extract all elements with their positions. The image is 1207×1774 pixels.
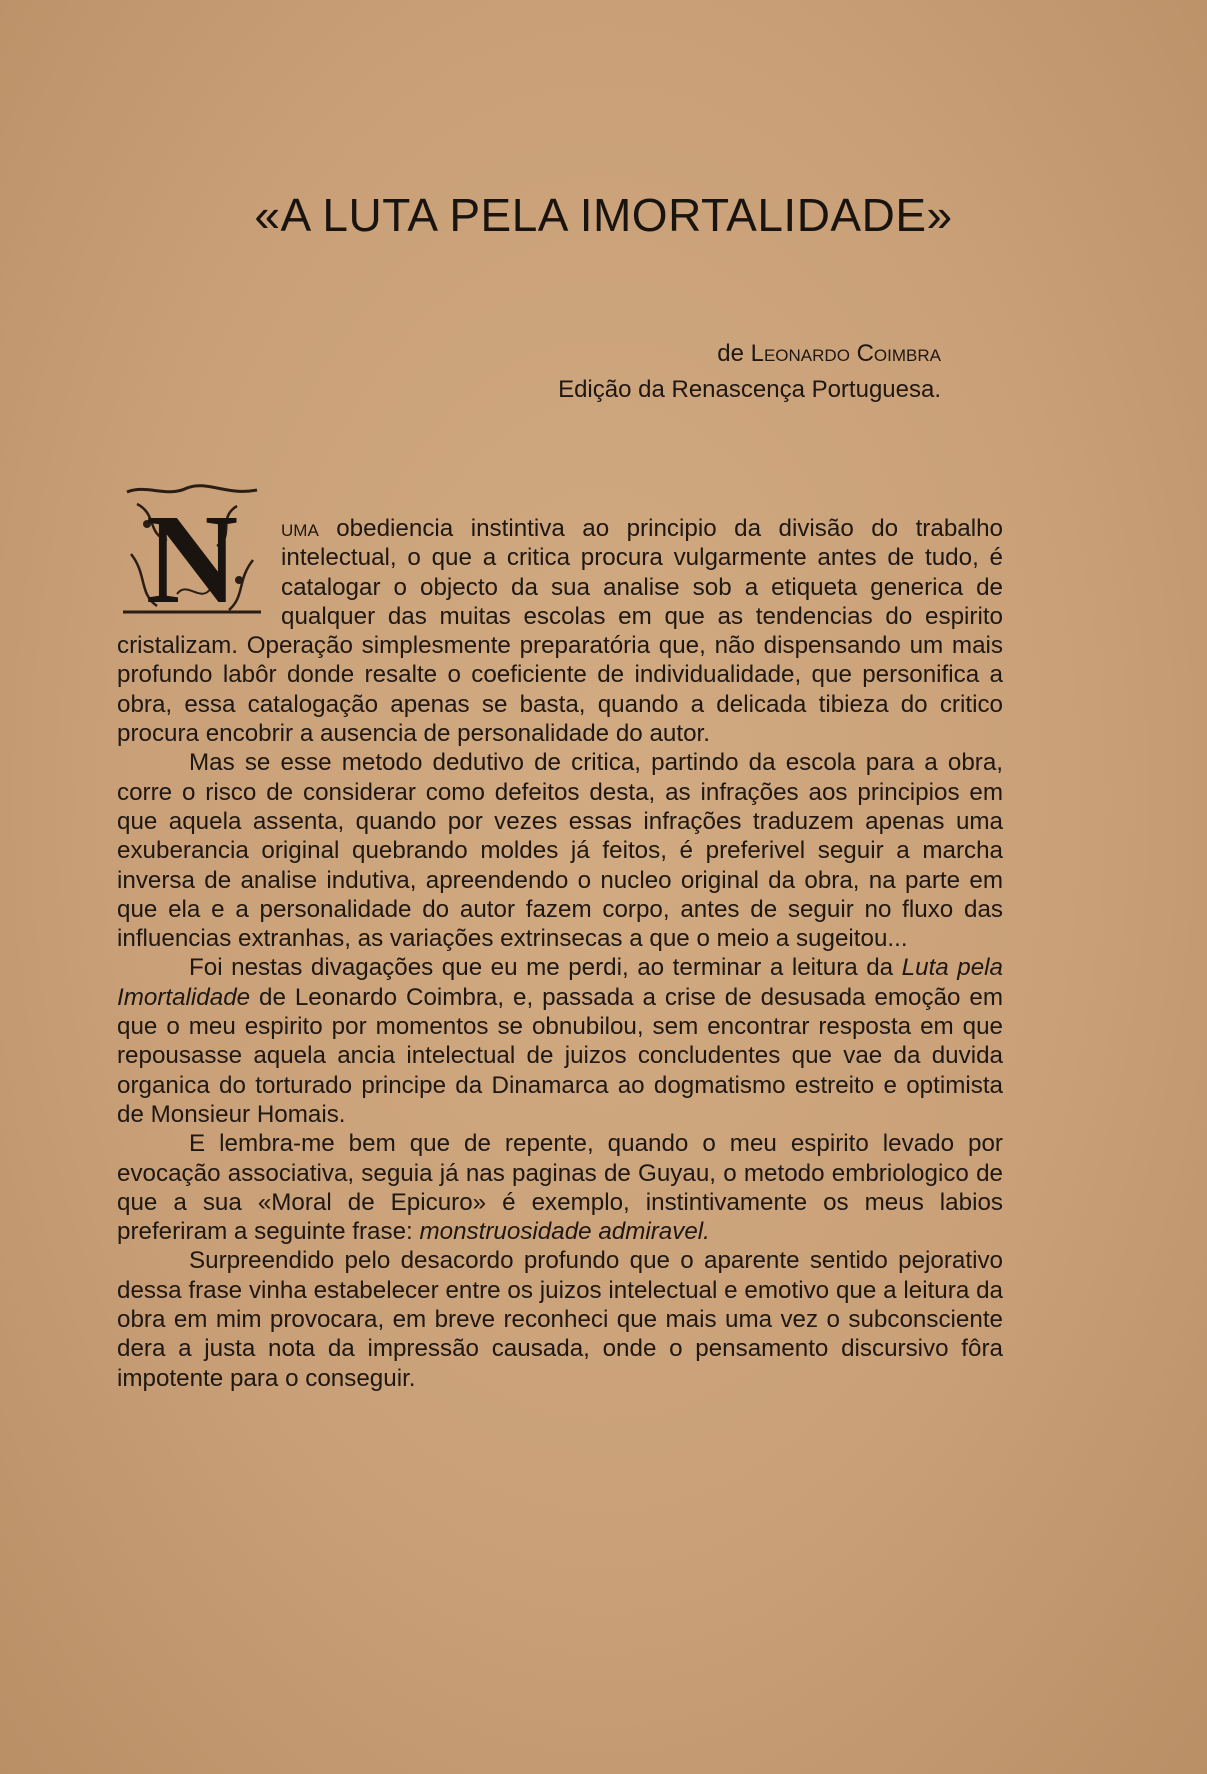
- byline-publisher: Edição da Renascença Portuguesa.: [558, 376, 941, 403]
- paragraph-4: [117, 1129, 1003, 1246]
- paragraph-3-text-a: Foi nestas divagações que eu me perdi, ao terminar a leitura da: [189, 954, 902, 982]
- paragraph-1-text: obediencia instintiva ao principio da divisão do trabalho intelectual, o que a critica procura vulgarmente antes de tudo, é catalogar o objecto da sua analise sob a etiqueta generica de qualquer das muitas escolas em que as tendencias do espirito cristalizam. Operação simplesmente preparatória que, não dispensando um mais profundo labôr donde resalte o coeficiente de individualidade, que personifica a obra, essa catalogação apenas se basta, quando a delicada tibieza do critico procura encobrir a ausencia de personalidade do autor.: [117, 515, 1003, 748]
- author-name: Leonardo Coimbra: [750, 340, 941, 367]
- phrase-italic: monstruosidade admiravel.: [419, 1218, 710, 1246]
- byline-author: [717, 340, 941, 368]
- byline-prefix: de: [717, 340, 744, 367]
- paragraph-3-text-b: de Leonardo Coimbra, e, passada a crise de desusada emoção em que o meu espirito por momentos se obnubilou, sem encontrar resposta em que repousasse aquela ancia intelectual de juizos concludentes que vae da duvida organica do torturado principe da Dinamarca ao dogmatismo estreito e optimista de Monsieur Homais.: [117, 983, 1003, 1128]
- article-title: «A LUTA PELA IMORTALIDADE»: [254, 189, 953, 241]
- paragraph-3: [117, 953, 1003, 1129]
- article-body: [117, 488, 1003, 1393]
- paragraph-5: Surpreendido pelo desacordo profundo que o aparente sentido pejorativo dessa frase vinha estabelecer entre os juizos intelectual e emotivo que a leitura da obra em mim provocara, em breve reconheci que mais uma vez o subconsciente dera a justa nota da impressão causada, onde o pensamento discursivo fôra impotente para o conseguir.: [117, 1247, 1003, 1392]
- paragraph-1: [117, 488, 1003, 748]
- paragraph-4-text-a: E lembra-me bem que de repente, quando o meu espirito levado por evocação associativa, seguia já nas paginas de Guyau, o metodo embriologico de que a sua «Moral de Epicuro» é exemplo, instintivamente os meus labios preferiram a seguinte frase:: [117, 1130, 1003, 1246]
- book-title-italic: Luta pela Imortalidade: [117, 954, 1003, 1011]
- paragraph-2: Mas se esse metodo dedutivo de critica, partindo da escola para a obra, corre o risco de considerar como defeitos desta, as infrações aos principios em que aquela assenta, quando por vezes essas infrações traduzem apenas uma exuberancia original quebrando moldes já feitos, é preferivel seguir a marcha inversa de analise indutiva, apreendendo o nucleo original da obra, na parte em que ela e a personalidade do autor fazem corpo, antes de seguir no fluxo das influencias extranhas, as variações extrinsecas a que o meio a sugeitou...: [117, 749, 1003, 953]
- decorated-initial-n: [117, 484, 267, 620]
- svg-text:N: N: [145, 488, 239, 620]
- lead-word: uma: [281, 515, 319, 542]
